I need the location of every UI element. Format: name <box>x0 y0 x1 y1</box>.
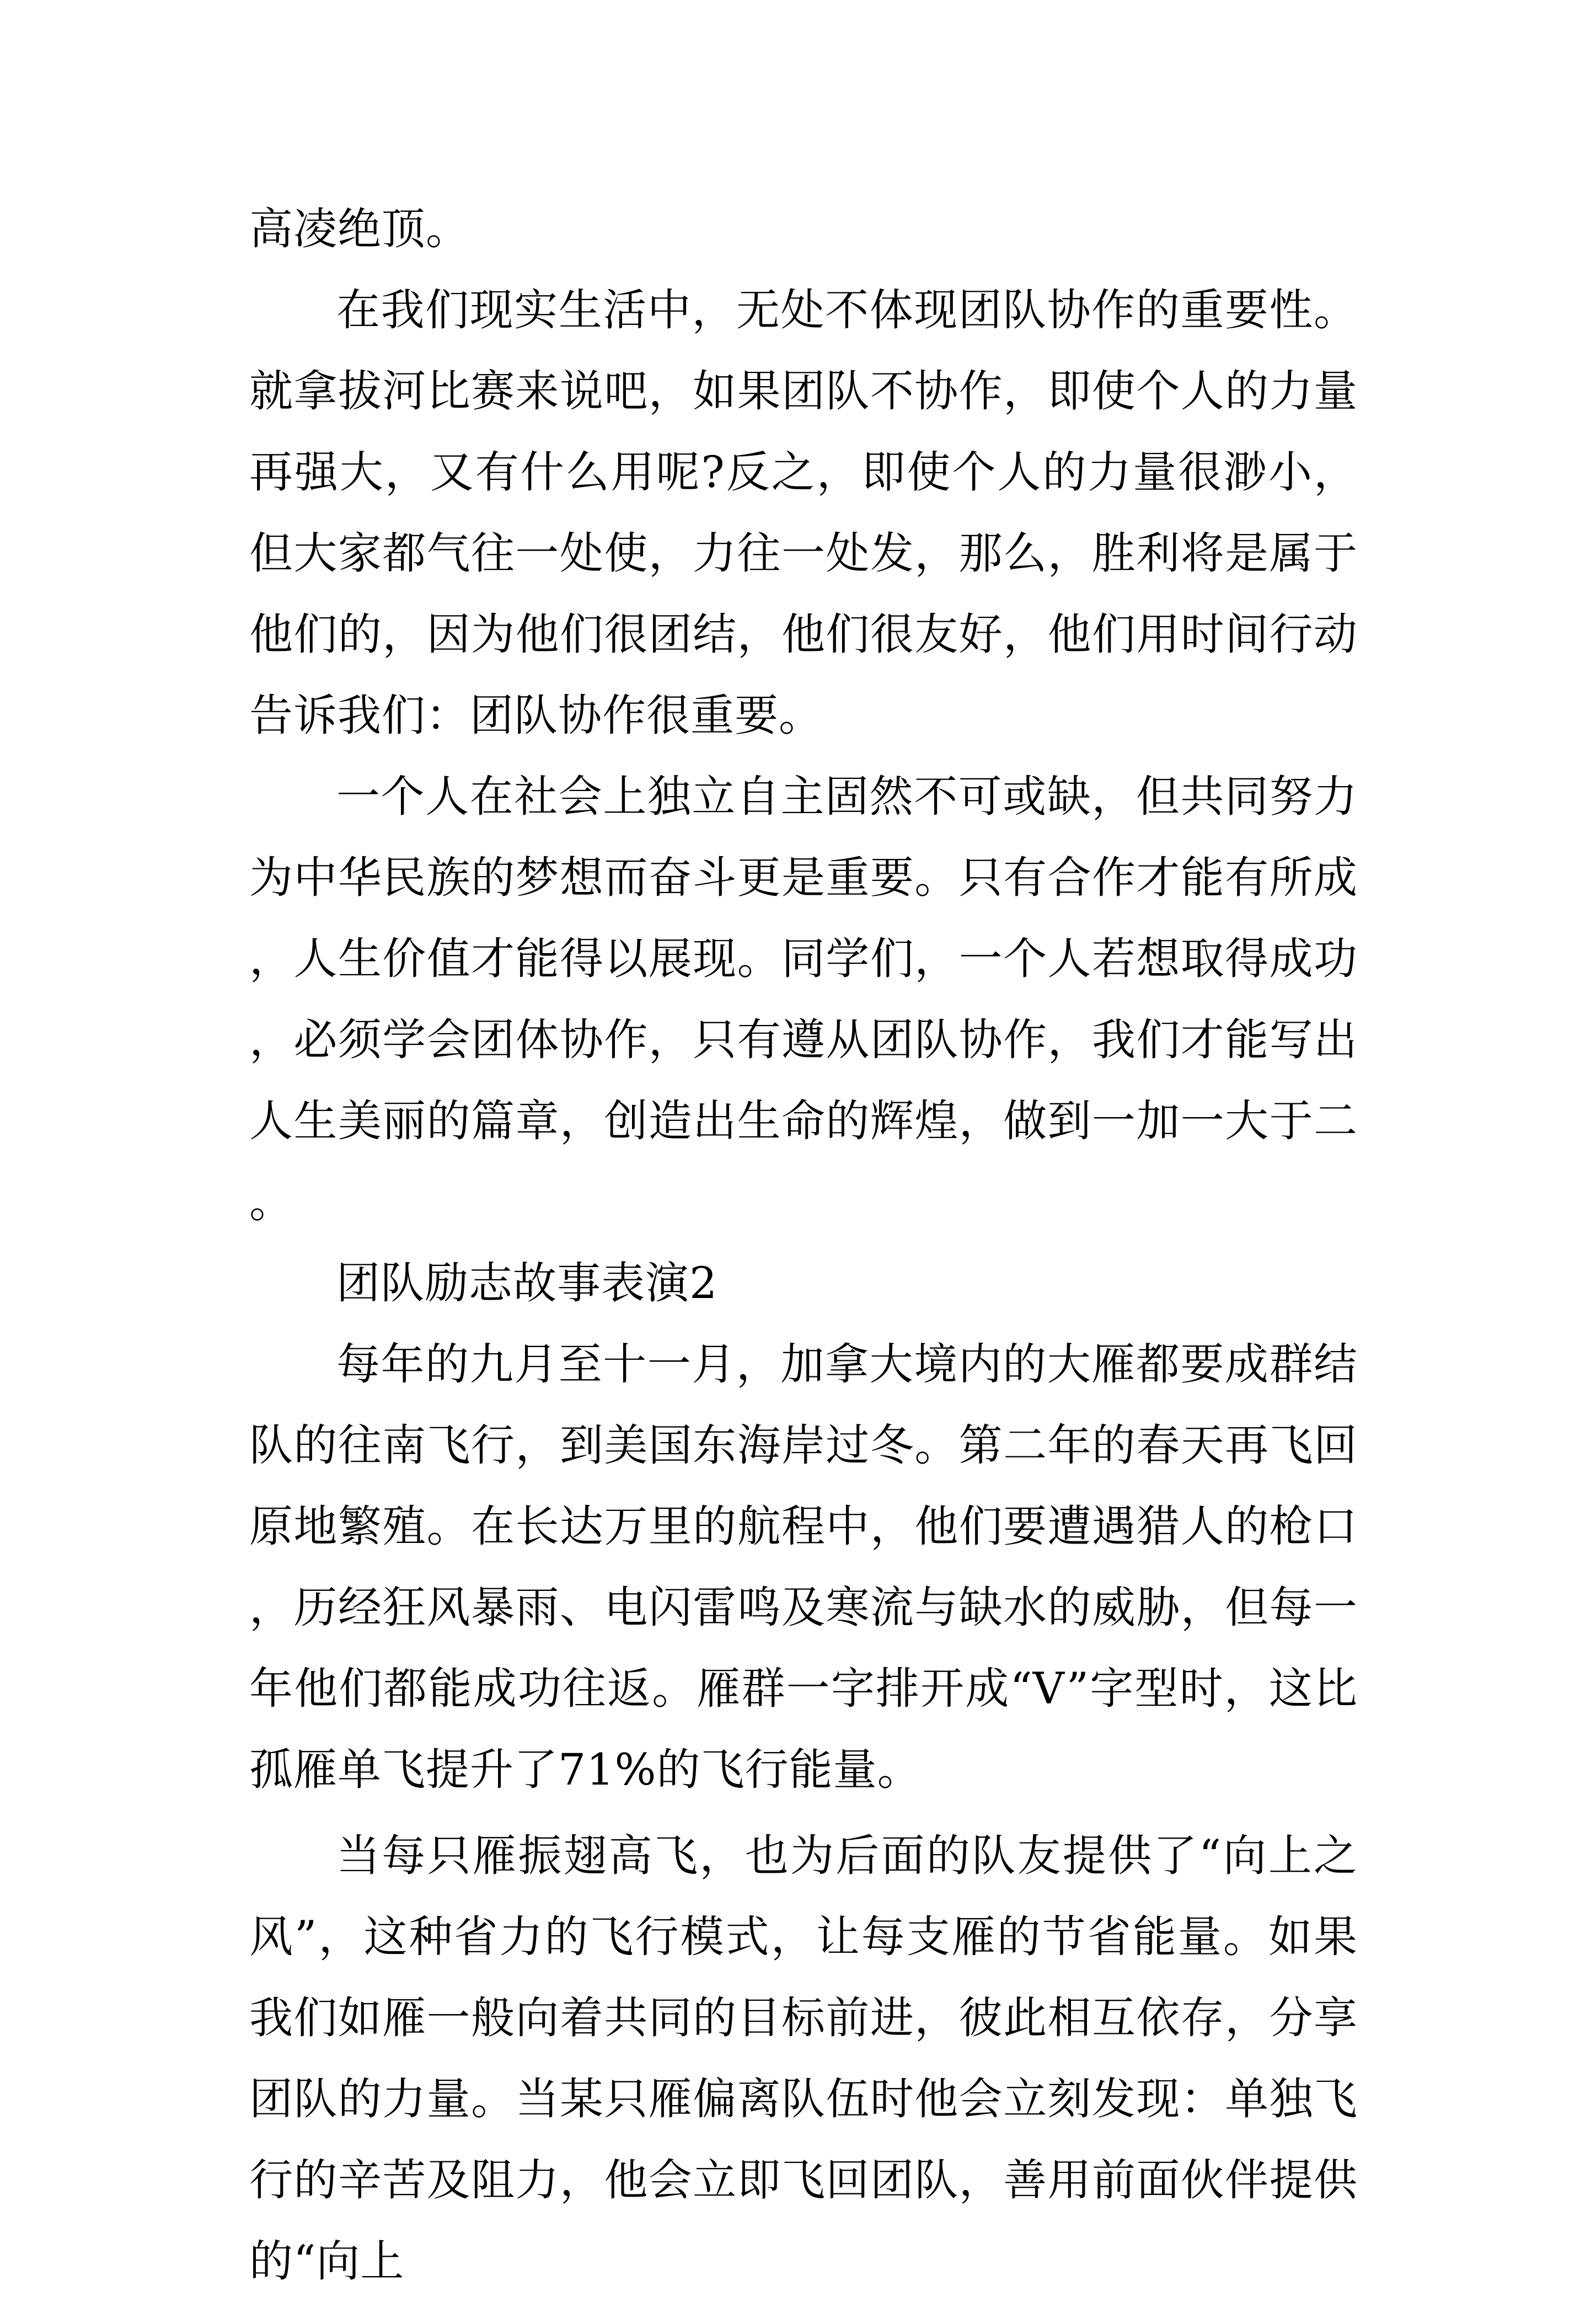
paragraph-continuation: 高凌绝顶。 <box>249 204 470 254</box>
paragraph-geese-upwind: 当每只雁振翅高飞，也为后面的队友提供了“向上之风”，这种省力的飞行模式，让每支雁的节省能量。如果我们如雁一般向着共同的目标前进，彼此相互依存，分享团队的力量。当某只雁偏离队伍时他会立刻发现：单独飞行的辛苦及阻力，他会立即飞回团队，善用前面伙伴提供的“向上 <box>249 1830 1358 2287</box>
paragraph-geese-migration: 每年的九月至十一月，加拿大境内的大雁都要成群结队的往南飞行，到美国东海岸过冬。第二年的春天再飞回原地繁殖。在长达万里的航程中，他们要遭遇猎人的枪口，历经狂风暴雨、电闪雷鸣及寒流与缺水的威胁，但每一年他们都能成功往返。雁群一字排开成“V”字型时，这比孤雁单飞提升了71%的飞行能量。 <box>249 1339 1358 1795</box>
section-heading: 团队励志故事表演2 <box>336 1258 718 1308</box>
document-body <box>249 189 1358 2302</box>
paragraph-teamwork-importance: 在我们现实生活中，无处不体现团队协作的重要性。就拿拔河比赛来说吧，如果团队不协作，即使个人的力量再强大，又有什么用呢?反之，即使个人的力量很渺小，但大家都气往一处使，力往一处发，那么，胜利将是属于他们的，因为他们很团结，他们很友好，他们用时间行动告诉我们：团队协作很重要。 <box>249 285 1358 741</box>
paragraph-cooperation: 一个人在社会上独立自主固然不可或缺，但共同努力为中华民族的梦想而奋斗更是重要。只有合作才能有所成，人生价值才能得以展现。同学们，一个人若想取得成功，必须学会团体协作，只有遵从团队协作，我们才能写出人生美丽的篇章，创造出生命的辉煌，做到一加一大于二。 <box>249 771 1358 1227</box>
